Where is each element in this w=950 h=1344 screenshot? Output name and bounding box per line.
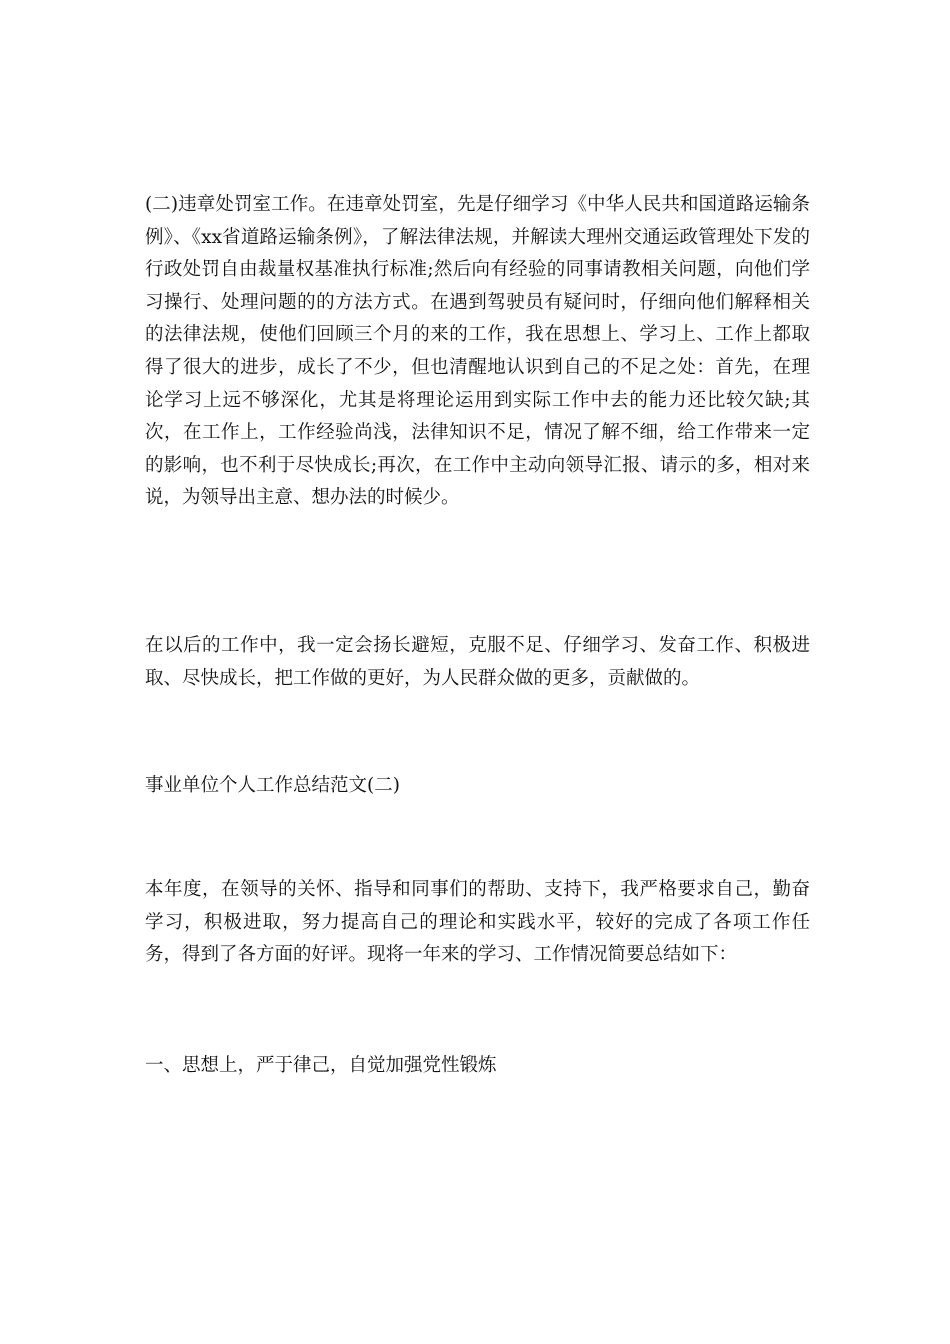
paragraph-future-commitment: 在以后的工作中，我一定会扬长避短，克服不足、仔细学习、发奋工作、积极进取、尽快成长，把工作做的更好，为人民群众做的更多，贡献做的。 (145, 635, 810, 689)
paragraph-penalty-office-work: (二)违章处罚室工作。在违章处罚室，先是仔细学习《中华人民共和国道路运输条例》、《xx省道路运输条例》，了解法律法规，并解读大理州交通运政管理处下发的行政处罚自由裁量权基准执行标准;然后向有经验的同事请教相关问题，向他们学习操行、处理问题的的方法方式。在遇到驾驶员有疑问时，仔细向他们解释相关的法律法规，使他们回顾三个月的来的工作，我在思想上、学习上、工作上都取得了很大的进步，成长了不少，但也清醒地认识到自己的不足之处：首先，在理论学习上远不够深化，尤其是将理论运用到实际工作中去的能力还比较欠缺;其次，在工作上，工作经验尚浅，法律知识不足，情况了解不细，给工作带来一定的影响，也不利于尽快成长;再次，在工作中主动向领导汇报、请示的多，相对来说，为领导出主意、想办法的时候少。 (145, 194, 810, 509)
paragraph-annual-summary-intro: 本年度，在领导的关怀、指导和同事们的帮助、支持下，我严格要求自己，勤奋学习，积极进取，努力提高自己的理论和实践水平，较好的完成了各项工作任务，得到了各方面的好评。现将一年来的学习、工作情况简要总结如下： (145, 879, 810, 966)
section-heading-summary-two: 事业单位个人工作总结范文(二) (145, 775, 400, 796)
subheading-ideology: 一、思想上，严于律己，自觉加强党性锻炼 (145, 1055, 497, 1076)
